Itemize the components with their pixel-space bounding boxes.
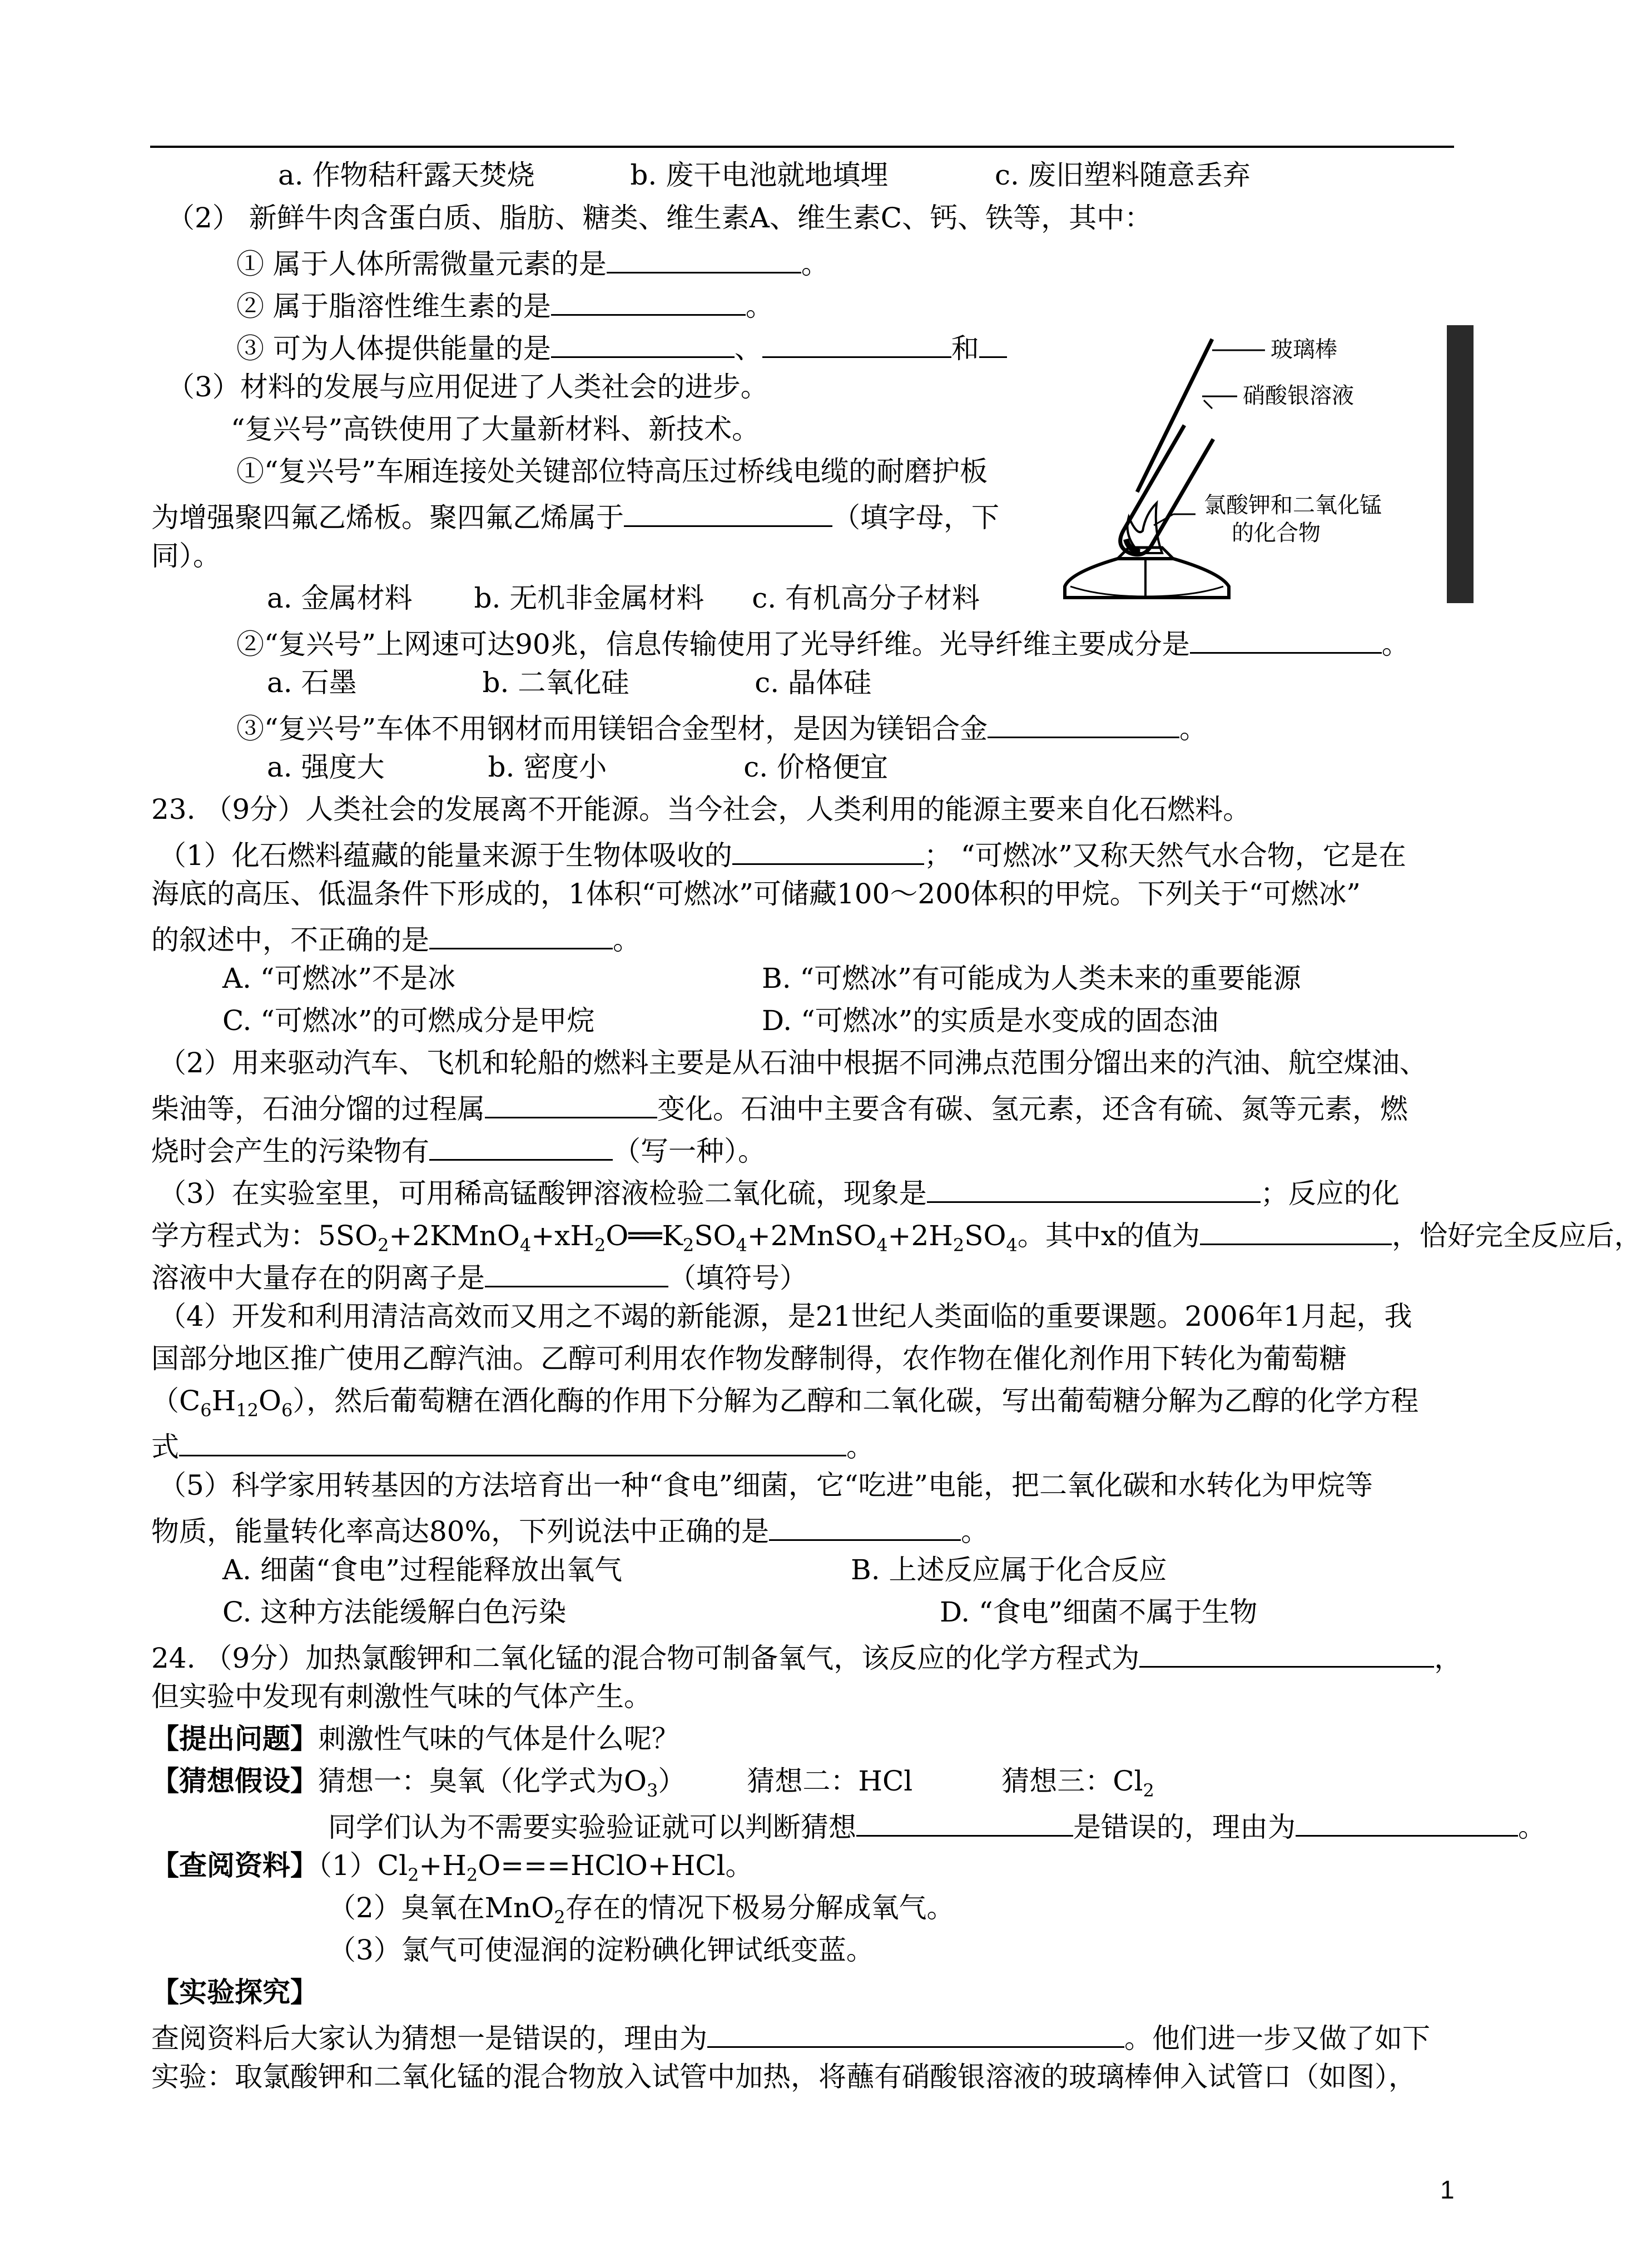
- q24-experiment-line2: 实验：取氯酸钾和二氧化锰的混合物放入试管中加热，将蘸有硝酸银溶液的玻璃棒伸入试管口（如图），: [151, 2061, 1416, 2093]
- option-a: a. 作物秸秆露天焚烧: [278, 159, 535, 191]
- q23-p3-line1: （3）在实验室里，可用稀高锰酸钾溶液检验二氧化硫，现象是 ；反应的化: [158, 1176, 1400, 1207]
- page-number: 1: [1440, 2175, 1455, 2204]
- q22-p3-iii: ③“复兴号”车体不用钢材而用镁铝合金型材，是因为镁铝合金 。: [236, 711, 1207, 743]
- q22-p3-i-line3: 同）。: [151, 540, 221, 572]
- q24-reference-1: 【查阅资料】$(1)Cl_2+H_2O===HClO+HCl$。: [151, 1849, 753, 1886]
- q23-p5-option-c: C. 这种方法能缓解白色污染: [222, 1596, 567, 1628]
- answer-blank[interactable]: [988, 711, 1179, 738]
- answer-blank[interactable]: [1200, 1218, 1392, 1245]
- q22-p3-i-line1: ①“复兴号”车厢连接处关键部位特高压过桥线电缆的耐磨护板: [236, 455, 988, 488]
- q22-p3-ii-options: a. 石墨 b. 二氧化硅 c. 晶体硅: [267, 667, 872, 699]
- apparatus-figure: [1045, 325, 1474, 603]
- test-tube-icon: [1120, 425, 1213, 555]
- q23-p5-option-b: B. 上述反应属于化合反应: [851, 1554, 1167, 1586]
- q22-p2-i: ① 属于人体所需微量元素的是 。: [236, 246, 829, 278]
- q23-p5-option-a: A. 细菌“食电”过程能释放出氧气: [222, 1554, 623, 1586]
- q22-p2-stem: （2） 新鲜牛肉含蛋白质、脂肪、糖类、维生素A、维生素C、钙、铁等，其中：: [167, 202, 1153, 234]
- glass-rod-icon: [1137, 339, 1212, 492]
- q23-p5-line1: （5）科学家用转基因的方法培育出一种“食电”细菌，它“吃进”电能，把二氧化碳和水转化为甲烷等: [158, 1469, 1373, 1501]
- q23-p4-line2: 国部分地区推广使用乙醇汽油。乙醇可利用农作物发酵制得，农作物在催化剂作用下转化为葡萄糖: [151, 1342, 1347, 1375]
- q23-p1-line1: （1）化石燃料蕴藏的能量来源于生物体吸收的 ； “可燃冰”又称天然气水合物，它是在: [158, 838, 1406, 869]
- answer-blank[interactable]: [707, 2021, 1124, 2048]
- answer-blank[interactable]: [551, 289, 746, 316]
- answer-blank[interactable]: [1190, 626, 1382, 654]
- q23-p2-line3: 烧时会产生的污染物有 （写一种）。: [151, 1133, 766, 1165]
- q24-experiment-label: 【实验探究】: [151, 1976, 318, 2008]
- option-b: b. 废干电池就地填埋: [630, 159, 889, 191]
- answer-blank[interactable]: [979, 331, 1007, 358]
- q22-p3-intro: “复兴号”高铁使用了大量新材料、新技术。: [231, 413, 760, 445]
- q22-p2-ii: ② 属于脂溶性维生素的是 。: [236, 289, 773, 320]
- q22-p3-i-options: a. 金属材料 b. 无机非金属材料 c. 有机高分子材料: [267, 582, 980, 614]
- label-glass-rod: 玻璃棒: [1271, 337, 1337, 362]
- label-mixture-line1: 氯酸钾和二氧化锰: [1204, 493, 1382, 518]
- q22-p3-i-line2: 为增强聚四氟乙烯板。聚四氟乙烯属于 （填字母，下: [151, 500, 999, 531]
- q23-option-d: D. “可燃冰”的实质是水变成的固态油: [762, 1004, 1219, 1037]
- answer-blank[interactable]: [607, 246, 801, 273]
- q23-title: 23. （9分）人类社会的发展离不开能源。当今社会，人类利用的能源主要来自化石燃料。: [151, 793, 1251, 825]
- q23-p5-option-d: D. “食电”细菌不属于生物: [940, 1596, 1258, 1628]
- label-silver-nitrate: 硝酸银溶液: [1243, 384, 1354, 408]
- q24-experiment-line1: 查阅资料后大家认为猜想一是错误的，理由为 。他们进一步又做了如下: [151, 2021, 1430, 2052]
- answer-blank[interactable]: [856, 1809, 1073, 1837]
- flame-icon: [1128, 503, 1163, 553]
- q23-p1-line3: 的叙述中，不正确的是 。: [151, 922, 641, 954]
- q22-p3-iii-options: a. 强度大 b. 密度小 c. 价格便宜: [267, 751, 889, 783]
- answer-blank[interactable]: [732, 838, 924, 865]
- answer-blank[interactable]: [429, 1133, 613, 1161]
- q23-p3-line3: 溶液中大量存在的阴离子是 （填符号）: [151, 1260, 807, 1292]
- answer-blank[interactable]: [1139, 1640, 1434, 1668]
- q23-option-b: B. “可燃冰”有可能成为人类未来的重要能源: [762, 962, 1301, 994]
- apparatus-drawing: [1045, 325, 1474, 603]
- q24-hypothesis: 【猜想假设】猜想一：臭氧（化学式为$O_3$） 猜想二：HCl 猜想三：$Cl_2$: [151, 1764, 1154, 1801]
- q23-p1-line2: 海底的高压、低温条件下形成的，1体积“可燃冰”可储藏100～200体积的甲烷。下列关于“可燃冰”: [151, 878, 1361, 910]
- q23-p4-line1: （4）开发和利用清洁高效而又用之不竭的新能源，是21世纪人类面临的重要课题。2006年1月起，我: [158, 1300, 1412, 1332]
- q23-option-c: C. “可燃冰”的可燃成分是甲烷: [222, 1004, 595, 1037]
- answer-blank[interactable]: [485, 1260, 668, 1287]
- q23-option-a: A. “可燃冰”不是冰: [222, 962, 456, 994]
- answer-blank[interactable]: [485, 1091, 657, 1118]
- q22-p3-ii: ②“复兴号”上网速可达90兆，信息传输使用了光导纤维。光导纤维主要成分是 。: [236, 626, 1410, 658]
- q24-reference-3: （3）氯气可使湿润的淀粉碘化钾试纸变蓝。: [328, 1934, 874, 1966]
- q22-p3-stem: （3）材料的发展与应用促进了人类社会的进步。: [167, 371, 768, 403]
- answer-blank[interactable]: [429, 922, 613, 949]
- q23-p4-line3: $(C_6H_{12}O_6)$，然后葡萄糖在酒化酶的作用下分解为乙醇和二氧化碳，写出葡萄糖分解为乙醇的化学方程: [151, 1385, 1419, 1421]
- q23-p5-line2: 物质，能量转化率高达80%，下列说法中正确的是 。: [151, 1514, 989, 1545]
- answer-blank[interactable]: [624, 500, 832, 527]
- answer-blank[interactable]: [762, 331, 951, 358]
- answer-blank[interactable]: [1296, 1809, 1518, 1837]
- figure-edge-shade: [1447, 325, 1474, 603]
- answer-blank[interactable]: [179, 1429, 846, 1456]
- answer-blank[interactable]: [769, 1514, 961, 1541]
- q22-p1-options: [278, 161, 1251, 189]
- q24-ask: 【提出问题】刺激性气味的气体是什么呢？: [151, 1722, 679, 1755]
- q24-title: 24. （9分）加热氯酸钾和二氧化锰的混合物可制备氧气，该反应的化学方程式为 ，: [151, 1640, 1462, 1672]
- q23-p4-line4: 式 。: [151, 1429, 874, 1461]
- q24-reference-2: （2）臭氧在MnO$_2$存在的情况下极易分解成氧气。: [328, 1892, 955, 1928]
- q24-title-line2: 但实验中发现有刺激性气味的气体产生。: [151, 1680, 652, 1713]
- q23-p2-line1: （2）用来驱动汽车、飞机和轮船的燃料主要是从石油中根据不同沸点范围分馏出来的汽油、航空煤油、: [158, 1047, 1427, 1079]
- q23-p3-line2: 学方程式为：$5SO_2+2KMnO_4+xH_2O══K_2SO_4+2MnSO_4+2H_2SO_4$。其中x的值为 ，恰好完全反应后，: [151, 1218, 1642, 1254]
- q24-hypothesis-line2: 同学们认为不需要实验验证就可以判断猜想 是错误的，理由为 。: [328, 1809, 1546, 1841]
- answer-blank[interactable]: [551, 331, 735, 358]
- chemical-equation: $5SO_2+2KMnO_4+xH_2O══K_2SO_4+2MnSO_4+2H_2SO_4$: [318, 1220, 1018, 1256]
- option-c: c. 废旧塑料随意丢弃: [995, 159, 1251, 191]
- header-rule: [150, 146, 1454, 148]
- q23-p2-line2: 柴油等，石油分馏的过程属 变化。石油中主要含有碳、氢元素，还含有硫、氮等元素，燃: [151, 1091, 1408, 1123]
- label-mixture-line2: 的化合物: [1232, 521, 1321, 545]
- answer-blank[interactable]: [927, 1176, 1261, 1203]
- q22-p2-iii: ③ 可为人体提供能量的是 、 和: [236, 331, 1007, 362]
